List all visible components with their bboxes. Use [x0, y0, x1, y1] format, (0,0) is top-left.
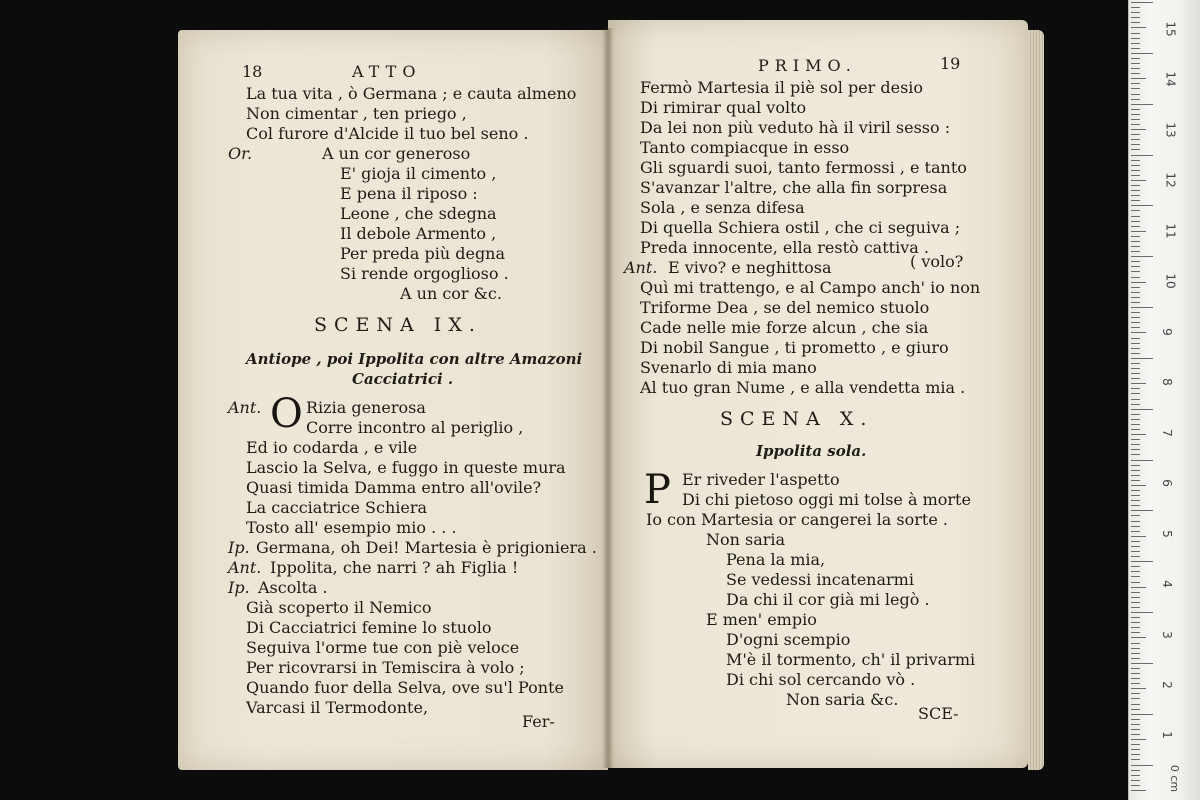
aria-line: E pena il riposo : — [340, 184, 478, 203]
ruler-tick — [1131, 165, 1140, 166]
ruler-tick — [1131, 460, 1153, 461]
ruler-tick — [1131, 566, 1140, 567]
ruler-tick — [1131, 510, 1153, 511]
ruler-tick — [1131, 338, 1140, 339]
text-line: La tua vita , ò Germana ; e cauta almeno — [246, 84, 577, 103]
ruler-number: 5 — [1159, 530, 1174, 538]
ruler-tick — [1131, 195, 1140, 196]
ruler-tick — [1131, 637, 1146, 638]
ruler-tick — [1131, 7, 1140, 8]
ruler-tick — [1131, 582, 1140, 583]
text-line: Di quella Schiera ostil , che ci seguiva ; — [640, 218, 961, 237]
ruler-tick — [1131, 576, 1140, 577]
ruler-tick — [1131, 663, 1153, 664]
speaker-label: Ant. — [228, 398, 262, 417]
ruler-tick — [1131, 205, 1153, 206]
ruler-tick — [1131, 480, 1140, 481]
song-line: Non saria &c. — [786, 690, 899, 709]
ruler-tick — [1131, 495, 1140, 496]
ruler-tick — [1131, 770, 1140, 771]
narration-line: Di Cacciatrici femine lo stuolo — [246, 618, 492, 637]
ruler-tick — [1131, 724, 1140, 725]
dialogue-line: Lascio la Selva, e fuggo in queste mura — [246, 458, 566, 477]
ruler-tick — [1131, 149, 1140, 150]
ruler-number: 13 — [1163, 122, 1178, 138]
text-line: Preda innocente, ella restò cattiva . — [640, 238, 929, 257]
ruler-tick — [1131, 216, 1140, 217]
ruler-tick — [1131, 592, 1140, 593]
scene-persons: Ippolita sola. — [756, 442, 867, 460]
dialogue-line: Germana, oh Dei! Martesia è prigioniera . — [256, 538, 597, 557]
song-line: E men' empio — [706, 610, 817, 629]
text-line: Tanto compiacque in esso — [640, 138, 850, 157]
ruler-tick — [1131, 419, 1140, 420]
dialogue-line: Ascolta . — [258, 578, 328, 597]
ruler-number: 1 — [1159, 731, 1174, 739]
ruler-tick — [1131, 612, 1153, 613]
ruler-tick — [1131, 38, 1140, 39]
ruler-tick — [1131, 368, 1140, 369]
ruler-tick — [1131, 744, 1140, 745]
ruler-tick — [1131, 434, 1146, 435]
aria-line: Io con Martesia or cangerei la sorte . — [646, 510, 948, 529]
speaker-label: Ant. — [228, 558, 262, 577]
ruler-tick — [1131, 607, 1140, 608]
narration-line: Varcasi il Termodonte, — [246, 698, 429, 717]
ruler-tick — [1131, 714, 1153, 715]
ruler-tick — [1131, 190, 1140, 191]
dialogue-line: La cacciatrice Schiera — [246, 498, 428, 517]
aria-line: A un cor generoso — [322, 144, 471, 163]
scene-heading: SCENA IX. — [314, 314, 482, 336]
ruler-tick — [1131, 358, 1153, 359]
scene-heading: SCENA X. — [720, 408, 874, 430]
ruler-tick — [1131, 571, 1140, 572]
ruler-tick — [1131, 505, 1140, 506]
ruler-tick — [1131, 622, 1140, 623]
ruler-tick — [1131, 719, 1140, 720]
song-line: Da chi il cor già mi legò . — [726, 590, 930, 609]
aria-line: Il debole Armento , — [340, 224, 497, 243]
ruler-tick — [1131, 78, 1146, 79]
ruler-tick — [1131, 246, 1140, 247]
scene-persons: Antiope , poi Ippolita con altre Amazoni — [246, 350, 583, 368]
measurement-ruler — [1128, 0, 1200, 800]
ruler-tick — [1131, 790, 1146, 791]
ruler-tick — [1131, 454, 1140, 455]
ruler-tick — [1131, 327, 1140, 328]
ruler-tick — [1131, 709, 1140, 710]
ruler-tick — [1131, 439, 1140, 440]
ruler-tick — [1131, 449, 1140, 450]
aria-line: E' gioja il cimento , — [340, 164, 497, 183]
ruler-tick — [1131, 653, 1140, 654]
ruler-tick — [1131, 546, 1140, 547]
ruler-tick — [1131, 754, 1140, 755]
ruler-tick — [1131, 734, 1140, 735]
narration-line: Per ricovrarsi in Temiscira à volo ; — [246, 658, 525, 677]
ruler-tick — [1131, 63, 1140, 64]
ruler-tick — [1131, 22, 1140, 23]
ruler-tick — [1131, 749, 1140, 750]
narration-line: Seguiva l'orme tue con piè veloce — [246, 638, 520, 657]
ruler-tick — [1131, 602, 1140, 603]
page-number: 19 — [940, 54, 961, 73]
drop-cap: P — [644, 467, 671, 513]
dialogue-line: Al tuo gran Nume , e alla vendetta mia . — [640, 378, 966, 397]
narration-line: Già scoperto il Nemico — [246, 598, 432, 617]
speaker-label: Ip. — [228, 538, 250, 557]
ruler-tick — [1131, 139, 1140, 140]
ruler-tick — [1131, 648, 1140, 649]
ruler-tick — [1131, 114, 1140, 115]
ruler-tick — [1131, 68, 1140, 69]
ruler-tick — [1131, 587, 1146, 588]
ruler-tick — [1131, 282, 1146, 283]
song-line: D'ogni scempio — [726, 630, 851, 649]
ruler-tick — [1131, 33, 1140, 34]
page-number: 18 — [242, 62, 263, 81]
narration-line: Quando fuor della Selva, ove su'l Ponte — [246, 678, 564, 697]
ruler-tick — [1131, 465, 1140, 466]
ruler-tick — [1131, 2, 1153, 3]
ruler-tick — [1131, 668, 1140, 669]
ruler-tick — [1131, 94, 1140, 95]
ruler-tick — [1131, 287, 1140, 288]
ruler-number: 6 — [1159, 479, 1174, 487]
ruler-number: 12 — [1163, 172, 1178, 188]
scene-persons: Cacciatrici . — [352, 370, 454, 388]
ruler-tick — [1131, 785, 1140, 786]
ruler-tick — [1131, 180, 1146, 181]
ruler-tick — [1131, 129, 1146, 130]
ruler-tick — [1131, 266, 1140, 267]
ruler-tick — [1131, 226, 1140, 227]
ruler-tick — [1131, 627, 1140, 628]
aria-line: Per preda più degna — [340, 244, 506, 263]
ruler-tick — [1131, 104, 1153, 105]
ruler-tick — [1131, 221, 1140, 222]
ruler-tick — [1131, 673, 1140, 674]
ruler-tick — [1131, 541, 1140, 542]
ruler-tick — [1131, 322, 1140, 323]
text-line: Sola , e senza difesa — [640, 198, 805, 217]
ruler-tick — [1131, 231, 1146, 232]
ruler-tick — [1131, 292, 1140, 293]
ruler-number: 7 — [1159, 429, 1174, 437]
ruler-number: 2 — [1159, 681, 1174, 689]
dialogue-line: Triforme Dea , se del nemico stuolo — [640, 298, 930, 317]
ruler-tick — [1131, 521, 1140, 522]
ruler-tick — [1131, 12, 1140, 13]
ruler-tick — [1131, 134, 1140, 135]
ruler-number: 11 — [1163, 223, 1178, 239]
song-line: Di chi sol cercando vò . — [726, 670, 916, 689]
text-line: Da lei non più veduto hà il viril sesso : — [640, 118, 951, 137]
dialogue-line: Cade nelle mie forze alcun , che sia — [640, 318, 929, 337]
ruler-tick — [1131, 109, 1140, 110]
song-line: Se vedessi incatenarmi — [726, 570, 914, 589]
ruler-tick — [1131, 175, 1140, 176]
song-line: M'è il tormento, ch' il privarmi — [726, 650, 976, 669]
dialogue-line: Tosto all' esempio mio . . . — [246, 518, 457, 537]
ruler-tick — [1131, 27, 1146, 28]
ruler-tick — [1131, 261, 1140, 262]
ruler-number: 4 — [1159, 580, 1174, 588]
ruler-tick — [1131, 200, 1140, 201]
ruler-tick — [1131, 256, 1153, 257]
ruler-tick — [1131, 99, 1140, 100]
ruler-tick — [1131, 739, 1146, 740]
dialogue-line: Quasi timida Damma entro all'ovile? — [246, 478, 542, 497]
ruler-tick — [1131, 765, 1153, 766]
ruler-tick — [1131, 388, 1140, 389]
ruler-tick — [1131, 429, 1140, 430]
aria-line: Di chi pietoso oggi mi tolse à morte — [682, 490, 971, 509]
ruler-tick — [1131, 526, 1140, 527]
ruler-tick — [1131, 729, 1140, 730]
ruler-tick — [1131, 775, 1140, 776]
ruler-tick — [1131, 297, 1140, 298]
text-line: Gli sguardi suoi, tanto fermossi , e tanto — [640, 158, 967, 177]
ruler-tick — [1131, 780, 1140, 781]
catchword: SCE- — [918, 704, 959, 723]
ruler-tick — [1131, 251, 1140, 252]
ruler-tick — [1131, 490, 1140, 491]
ruler-tick — [1131, 632, 1140, 633]
text-line: Fermò Martesia il piè sol per desio — [640, 78, 924, 97]
ruler-tick — [1131, 617, 1140, 618]
ruler-unit: 0 cm — [1168, 764, 1182, 793]
ruler-tick — [1131, 531, 1140, 532]
ruler-tick — [1131, 155, 1153, 156]
dialogue-line: Ed io codarda , e vile — [246, 438, 418, 457]
ruler-tick — [1131, 53, 1153, 54]
ruler-tick — [1131, 414, 1140, 415]
ruler-tick — [1131, 658, 1140, 659]
dialogue-line: Svenarlo di mia mano — [640, 358, 817, 377]
ruler-tick — [1131, 561, 1153, 562]
ruler-tick — [1131, 312, 1140, 313]
ruler-tick — [1131, 704, 1140, 705]
ruler-number: 8 — [1159, 378, 1174, 386]
dialogue-line: Corre incontro al periglio , — [306, 418, 524, 437]
ruler-tick — [1131, 693, 1140, 694]
speaker-label: Or. — [228, 144, 253, 163]
ruler-tick — [1131, 185, 1140, 186]
ruler-number: 9 — [1159, 328, 1174, 336]
speaker-label: Ant. — [624, 258, 658, 277]
ruler-tick — [1131, 759, 1140, 760]
ruler-tick — [1131, 317, 1140, 318]
ruler-tick — [1131, 43, 1140, 44]
dialogue-line: Ippolita, che narri ? ah Figlia ! — [270, 558, 519, 577]
ruler-tick — [1131, 210, 1140, 211]
ruler-tick — [1131, 73, 1140, 74]
ruler-tick — [1131, 88, 1140, 89]
ruler-tick — [1131, 399, 1140, 400]
ruler-tick — [1131, 485, 1146, 486]
ruler-tick — [1131, 643, 1140, 644]
ruler-tick — [1131, 170, 1140, 171]
ruler-tick — [1131, 83, 1140, 84]
ruler-number: 15 — [1163, 21, 1178, 37]
ruler-tick — [1131, 124, 1140, 125]
running-head: ATTO — [352, 62, 422, 81]
song-line: Non saria — [706, 530, 786, 549]
ruler-tick — [1131, 236, 1140, 237]
ruler-tick — [1131, 17, 1140, 18]
ruler-number: 14 — [1163, 71, 1178, 87]
ruler-tick — [1131, 119, 1140, 120]
ruler-tick — [1131, 48, 1140, 49]
ruler-tick — [1131, 678, 1140, 679]
book-gutter — [602, 28, 614, 768]
ruler-tick — [1131, 307, 1153, 308]
ruler-tick — [1131, 332, 1146, 333]
ruler-number: 10 — [1163, 273, 1178, 289]
dialogue-line: E vivo? e neghittosa — [668, 258, 832, 277]
ruler-tick — [1131, 500, 1140, 501]
ruler-tick — [1131, 470, 1140, 471]
ruler-tick — [1131, 688, 1146, 689]
catchword: Fer- — [522, 712, 555, 731]
running-head: PRIMO. — [758, 56, 857, 75]
speaker-label: Ip. — [228, 578, 250, 597]
ruler-tick — [1131, 241, 1140, 242]
ruler-tick — [1131, 348, 1140, 349]
ruler-tick — [1131, 277, 1140, 278]
ruler-tick — [1131, 160, 1140, 161]
ruler-tick — [1131, 536, 1146, 537]
ruler-tick — [1131, 683, 1140, 684]
ruler-tick — [1131, 302, 1140, 303]
ruler-tick — [1131, 363, 1140, 364]
ruler-number: 3 — [1159, 631, 1174, 639]
text-line: Col furore d'Alcide il tuo bel seno . — [246, 124, 529, 143]
dialogue-line: Di nobil Sangue , ti prometto , e giuro — [640, 338, 949, 357]
ruler-tick — [1131, 409, 1153, 410]
dialogue-line: Quì mi trattengo, e al Campo anch' io non — [640, 278, 981, 297]
ruler-tick — [1131, 353, 1140, 354]
aria-line: Leone , che sdegna — [340, 204, 497, 223]
text-line: S'avanzar l'altre, che alla fin sorpresa — [640, 178, 948, 197]
ruler-tick — [1131, 271, 1140, 272]
ruler-tick — [1131, 343, 1140, 344]
text-line: Di rimirar qual volto — [640, 98, 807, 117]
ruler-tick — [1131, 698, 1140, 699]
ruler-tick — [1131, 373, 1140, 374]
text-line: Non cimentar , ten priego , — [246, 104, 467, 123]
ruler-tick — [1131, 556, 1140, 557]
ruler-tick — [1131, 393, 1140, 394]
aria-line: Er riveder l'aspetto — [682, 470, 840, 489]
ruler-tick — [1131, 378, 1140, 379]
dialogue-line: Rizia generosa — [306, 398, 426, 417]
ruler-tick — [1131, 144, 1140, 145]
drop-cap: O — [270, 391, 303, 437]
aria-line: Si rende orgoglioso . — [340, 264, 509, 283]
turnover-line: ( volo? — [910, 252, 964, 271]
ruler-tick — [1131, 475, 1140, 476]
ruler-tick — [1131, 444, 1140, 445]
ruler-tick — [1131, 515, 1140, 516]
ruler-tick — [1131, 424, 1140, 425]
ruler-tick — [1131, 58, 1140, 59]
aria-line: A un cor &c. — [400, 284, 502, 303]
ruler-tick — [1131, 404, 1140, 405]
ruler-tick — [1131, 383, 1146, 384]
ruler-tick — [1131, 551, 1140, 552]
ruler-tick — [1131, 597, 1140, 598]
song-line: Pena la mia, — [726, 550, 826, 569]
